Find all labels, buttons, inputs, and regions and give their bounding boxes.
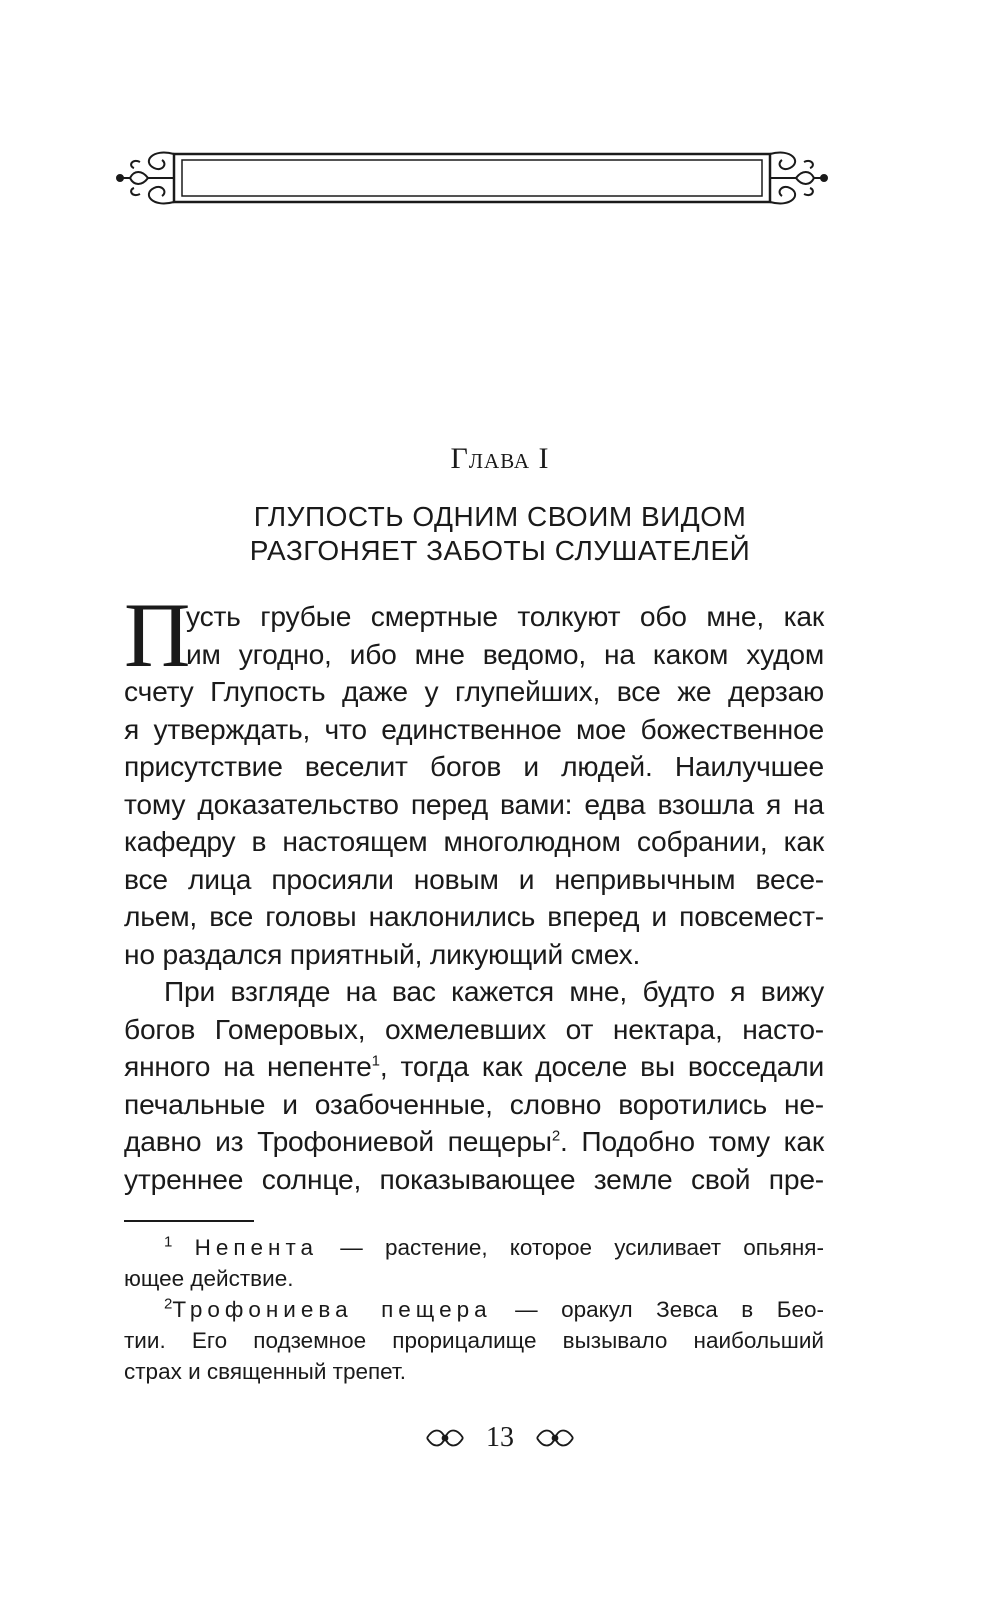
text-line: льем, все головы наклонились вперед и повсемест- [124,900,824,932]
footnote-ref[interactable]: 2 [551,1127,561,1145]
page-footer [0,1418,1000,1456]
text-line: но раздался приятный, ликующий смех. [124,937,641,970]
text-line: все лица просияли новым и непривычным весе- [124,862,824,895]
page-number: 13 [486,1421,514,1453]
text-line [124,1048,824,1086]
footnote-number: 1 [164,1233,173,1251]
footnote-line: тии. Его подземное прорицалище вызывало наибольший [124,1328,824,1353]
text-fragment: янного на непенте [124,1050,372,1082]
text-line: им угодно, ибо мне ведомо, на каком худом [186,637,824,670]
text-line: богов Гомеровых, охмелевших от нектара, насто- [124,1012,824,1045]
header-ornament-frame [112,140,832,216]
footnote-text: — растение, которое усиливает опьяня- [318,1235,824,1260]
chapter-label: Глава I [450,442,550,475]
text-line [124,1123,824,1161]
footnote-text: — оракул Зевса в Бео- [491,1297,824,1322]
chapter-title-line-2: РАЗГОНЯЕТ ЗАБОТЫ СЛУШАТЕЛЕЙ [249,535,751,566]
footnote-2 [124,1294,824,1325]
body-text [124,584,825,1198]
text-line: утреннее солнце, показывающее земле свой пре- [124,1162,824,1195]
left-flourish-icon [423,1424,467,1452]
text-line: печальные и озабоченные, словно воротились не- [124,1087,824,1120]
footnote-term: Трофониева пещера [172,1297,492,1322]
text-line: присутствие веселит богов и людей. Наилучшее [124,750,824,782]
text-line: кафедру в настоящем многолюдном собрании, как [124,825,824,857]
text-line: усть грубые смертные толкуют обо мне, как [186,600,824,632]
text-fragment: давно из Трофониевой пещеры [124,1125,552,1157]
footnote-number: 2 [164,1295,173,1313]
footnote-1 [124,1232,824,1263]
footnote-divider [124,1220,254,1222]
text-line: счету Глупость даже у глупейших, все же дерзаю [124,675,824,707]
chapter-title-line-1: ГЛУПОСТЬ ОДНИМ СВОИМ ВИДОМ [253,501,747,532]
footnote-line: страх и священный трепет. [124,1359,406,1384]
text-line: При взгляде на вас кажется мне, будто я вижу [164,975,824,1007]
text-line: я утверждать, что единственное мое божественное [124,712,824,745]
footnote-ref[interactable]: 1 [371,1052,380,1070]
footnote-term: Непента [194,1235,319,1260]
footnotes [124,1232,824,1387]
drop-cap: П [124,584,191,686]
chapter-title [0,500,1000,568]
text-fragment: , тогда как доселе вы восседали [379,1050,825,1082]
footnote-line: ющее действие. [124,1266,294,1291]
right-flourish-icon [533,1424,577,1452]
text-fragment: . Подобно тому как [560,1125,824,1157]
text-line: тому доказательство перед вами: едва взошла я на [124,787,824,820]
